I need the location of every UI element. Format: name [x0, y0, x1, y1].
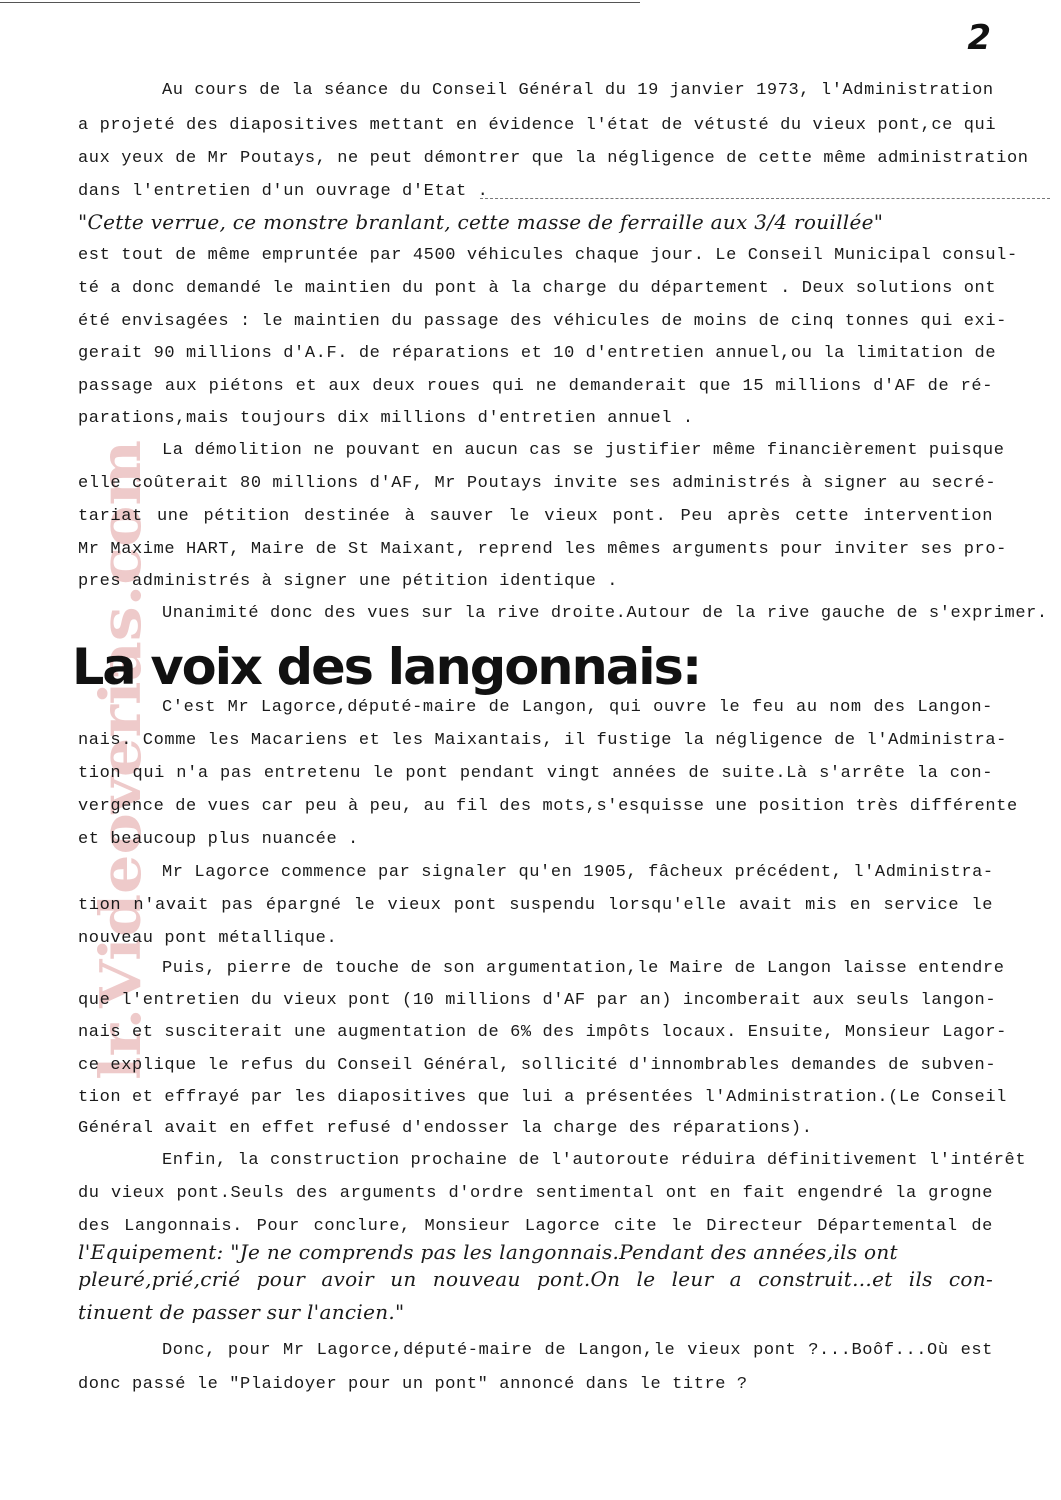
- handwritten-quote: tinuent de passer sur l'ancien.": [78, 1300, 405, 1324]
- text-line: La démolition ne pouvant en aucun cas se justifier même financièrement puisque: [162, 441, 1005, 460]
- text-line: est tout de même empruntée par 4500 véhicules chaque jour. Le Conseil Municipal consul-: [78, 246, 1018, 265]
- text-line: passage aux piétons et aux deux roues qui ne demanderait que 15 millions d'AF de ré-: [78, 377, 993, 396]
- text-line: Mr Maxime HART, Maire de St Maixant, reprend les mêmes arguments pour inviter ses pro-: [78, 540, 1007, 559]
- text-line: dans l'entretien d'un ouvrage d'Etat .: [78, 182, 489, 201]
- text-line: nais. Comme les Macariens et les Maixantais, il fustige la négligence de l'Administra-: [78, 731, 1007, 750]
- text-line: tariat une pétition destinée à sauver le vieux pont. Peu après cette intervention: [78, 507, 993, 526]
- top-rule: [0, 2, 640, 3]
- text-line: du vieux pont.Seuls des arguments d'ordre sentimental ont en fait engendré la grogne: [78, 1184, 993, 1203]
- section-heading: La voix des langonnais:: [71, 638, 701, 696]
- text-line: tion et effrayé par les diapositives que lui a présentées l'Administration.(Le Conseil: [78, 1088, 1007, 1107]
- text-line: Général avait en effet refusé d'endosser la charge des réparations).: [78, 1119, 813, 1138]
- text-line: que l'entretien du vieux pont (10 millions d'AF par an) incomberait aux seuls langon-: [78, 991, 997, 1010]
- text-line: gerait 90 millions d'A.F. de réparations et 10 d'entretien annuel,ou la limitation de: [78, 344, 997, 363]
- text-line: pres administrés à signer une pétition identique .: [78, 572, 619, 591]
- handwritten-quote: "Cette verrue, ce monstre branlant, cette masse de ferraille aux 3/4 rouillée": [78, 210, 884, 234]
- page-number: 2: [967, 18, 991, 58]
- text-line: parations,mais toujours dix millions d'entretien annuel .: [78, 409, 694, 428]
- text-line: Au cours de la séance du Conseil Général du 19 janvier 1973, l'Administration: [162, 81, 994, 100]
- watermark-text: lr.Videoverias.com: [88, 502, 154, 1080]
- text-line: Enfin, la construction prochaine de l'autoroute réduira définitivement l'intérêt: [162, 1151, 1027, 1170]
- text-line: tion n'avait pas épargné le vieux pont suspendu lorsqu'elle avait mis en service le: [78, 896, 993, 915]
- text-line: nouveau pont métallique.: [78, 929, 338, 948]
- text-line: donc passé le "Plaidoyer pour un pont" annoncé dans le titre ?: [78, 1375, 748, 1394]
- text-line: Unanimité donc des vues sur la rive droite.Autour de la rive gauche de s'exprimer.: [162, 604, 1048, 623]
- text-line: tion qui n'a pas entretenu le pont pendant vingt années de suite.Là s'arrête la con-: [78, 764, 993, 783]
- text-line: nais et susciterait une augmentation de 6% des impôts locaux. Ensuite, Monsieur Lagor-: [78, 1023, 1007, 1042]
- text-line: et beaucoup plus nuancée .: [78, 830, 359, 849]
- handwritten-quote: pleuré,prié,crié pour avoir un nouveau pont.On le leur a construit...et ils con-: [78, 1267, 993, 1291]
- text-line: Puis, pierre de touche de son argumentation,le Maire de Langon laisse entendre: [162, 959, 1005, 978]
- text-line: a projeté des diapositives mettant en évidence l'état de vétusté du vieux pont,ce qui: [78, 116, 997, 135]
- text-line: été envisagées : le maintien du passage des véhicules de moins de cinq tonnes qui exi-: [78, 312, 1007, 331]
- text-line: Donc, pour Mr Lagorce,député-maire de Langon,le vieux pont ?...Boôf...Où est: [162, 1341, 993, 1360]
- watermark: [82, 440, 162, 1080]
- text-line: des Langonnais. Pour conclure, Monsieur Lagorce cite le Directeur Départemental de: [78, 1217, 993, 1236]
- text-line: C'est Mr Lagorce,député-maire de Langon, qui ouvre le feu au nom des Langon-: [162, 698, 993, 717]
- text-line: aux yeux de Mr Poutays, ne peut démontrer que la négligence de cette même administration: [78, 149, 1029, 168]
- text-line: vergence de vues car peu à peu, au fil des mots,s'esquisse une position très différente: [78, 797, 1018, 816]
- handwritten-quote: l'Equipement: "Je ne comprends pas les langonnais.Pendant des années,ils ont: [78, 1240, 898, 1264]
- text-line: té a donc demandé le maintien du pont à la charge du département . Deux solutions ont: [78, 279, 997, 298]
- text-line: ce explique le refus du Conseil Général, sollicité d'innombrables demandes de subven-: [78, 1056, 997, 1075]
- text-line: elle coûterait 80 millions d'AF, Mr Poutays invite ses administrés à signer au secré-: [78, 474, 997, 493]
- text-line: Mr Lagorce commence par signaler qu'en 1905, fâcheux précédent, l'Administra-: [162, 863, 994, 882]
